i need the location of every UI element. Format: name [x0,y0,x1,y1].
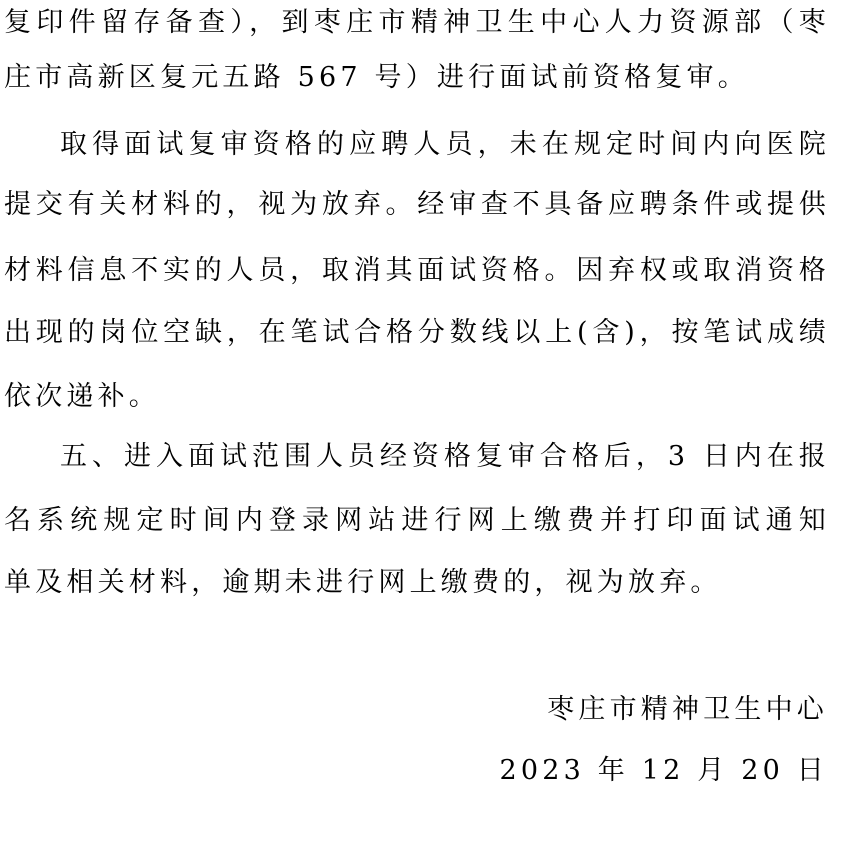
paragraph-2-line-3: 材料信息不实的人员，取消其面试资格。因弃权或取消资格 [4,255,830,286]
paragraph-3-line-2: 名系统规定时间内登录网站进行网上缴费并打印面试通知 [4,505,830,536]
paragraph-2-line-2: 提交有关材料的，视为放弃。经审查不具备应聘条件或提供 [4,189,830,220]
text-line-2: 庄市高新区复元五路 567 号）进行面试前资格复审。 [4,62,749,93]
signature-date: 2023 年 12 月 20 日 [499,755,828,786]
text-line-1: 复印件留存备查），到枣庄市精神卫生中心人力资源部（枣 [4,7,830,38]
paragraph-2-line-1: 取得面试复审资格的应聘人员，未在规定时间内向医院 [60,129,830,160]
paragraph-2-line-4: 出现的岗位空缺，在笔试合格分数线以上(含)，按笔试成绩 [4,317,830,348]
signature-organization: 枣庄市精神卫生中心 [547,694,828,725]
paragraph-3-line-1: 五、进入面试范围人员经资格复审合格后，3 日内在报 [60,441,830,472]
paragraph-2-line-5: 依次递补。 [4,381,160,412]
paragraph-3-line-3: 单及相关材料，逾期未进行网上缴费的，视为放弃。 [4,567,722,598]
